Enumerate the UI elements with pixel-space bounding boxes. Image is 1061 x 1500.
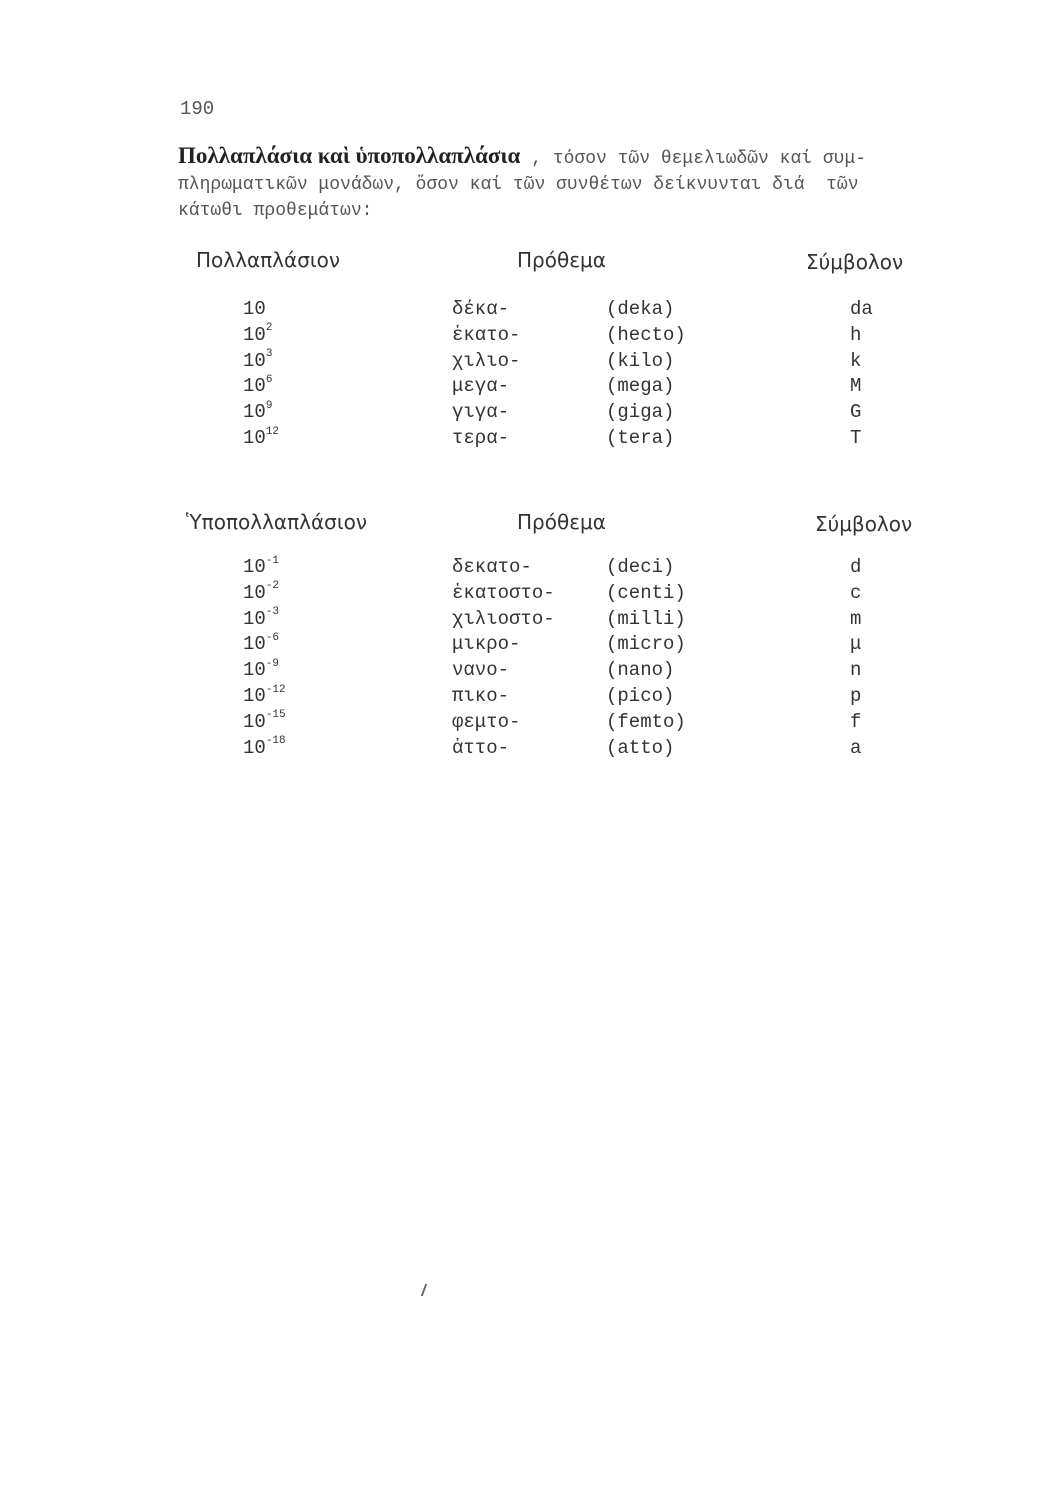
latin-prefix: (femto) bbox=[606, 710, 686, 733]
intro-lead: Πολλαπλάσια καὶ ὑποπολλαπλάσια bbox=[178, 143, 521, 168]
symbol: p bbox=[850, 685, 862, 707]
greek-prefix: πικο- bbox=[452, 685, 510, 707]
power-exponent: -15 bbox=[265, 709, 286, 722]
power-value bbox=[243, 685, 286, 707]
power-value bbox=[243, 608, 279, 630]
power-value bbox=[243, 427, 279, 449]
table-row bbox=[0, 633, 1061, 659]
power-value bbox=[243, 711, 286, 733]
latin-prefix: (centi) bbox=[606, 581, 686, 604]
greek-prefix: ἀττο- bbox=[452, 736, 510, 759]
intro-line2: πληρωματικῶν μονάδων, ὅσον καί τῶν συνθέτων δείκνυνται διά τῶν bbox=[178, 175, 859, 195]
symbol: a bbox=[850, 736, 862, 759]
power-value bbox=[243, 737, 286, 759]
power-value bbox=[243, 324, 272, 346]
page-number: 190 bbox=[180, 98, 215, 120]
symbol: T bbox=[850, 427, 862, 449]
power-base: 10 bbox=[243, 298, 266, 320]
power-base: 10 bbox=[243, 685, 266, 707]
power-base: 10 bbox=[243, 736, 266, 759]
power-exponent: -9 bbox=[265, 657, 280, 670]
power-base: 10 bbox=[243, 581, 266, 604]
power-exponent: -6 bbox=[265, 632, 280, 645]
power-base: 10 bbox=[243, 607, 266, 630]
latin-prefix: (micro) bbox=[606, 633, 686, 656]
table-row bbox=[0, 350, 1061, 376]
symbol: G bbox=[850, 401, 862, 424]
latin-prefix: (kilo) bbox=[606, 349, 675, 372]
symbol: h bbox=[850, 323, 862, 346]
table-row bbox=[0, 711, 1061, 737]
power-exponent: 9 bbox=[265, 399, 273, 412]
power-exponent: -1 bbox=[265, 554, 280, 567]
greek-prefix: ἑκατο- bbox=[452, 323, 521, 346]
latin-prefix: (deka) bbox=[606, 298, 675, 320]
power-exponent: -3 bbox=[265, 606, 280, 619]
multiples-header-symbol: Σύμβολον bbox=[806, 250, 904, 274]
power-base: 10 bbox=[243, 710, 266, 733]
table-row bbox=[0, 737, 1061, 763]
greek-prefix: γιγα- bbox=[452, 401, 510, 424]
latin-prefix: (mega) bbox=[606, 375, 675, 398]
power-base: 10 bbox=[243, 633, 266, 656]
power-base: 10 bbox=[243, 427, 266, 449]
power-value bbox=[243, 582, 279, 604]
greek-prefix: μεγα- bbox=[452, 375, 510, 398]
latin-prefix: (nano) bbox=[606, 659, 675, 682]
symbol: M bbox=[850, 375, 862, 398]
greek-prefix: τερα- bbox=[452, 427, 510, 449]
greek-prefix: ἑκατοστο- bbox=[452, 581, 555, 604]
greek-prefix: χιλιοστο- bbox=[452, 607, 555, 630]
table-row bbox=[0, 556, 1061, 582]
symbol: k bbox=[850, 349, 862, 372]
intro-line1-rest: , τόσον τῶν θεμελιωδῶν καί συμ- bbox=[520, 149, 867, 169]
latin-prefix: (atto) bbox=[606, 736, 675, 759]
table-row bbox=[0, 608, 1061, 634]
latin-prefix: (deci) bbox=[606, 556, 675, 578]
intro-line3: κάτωθι προθεμάτων: bbox=[178, 201, 373, 221]
power-base: 10 bbox=[243, 323, 266, 346]
submultiples-header-power: Ὑποπολλαπλάσιον bbox=[186, 510, 367, 534]
multiples-header-power: Πολλαπλάσιον bbox=[196, 248, 341, 272]
table-row bbox=[0, 582, 1061, 608]
greek-prefix: νανο- bbox=[452, 659, 510, 682]
latin-prefix: (giga) bbox=[606, 401, 675, 424]
greek-prefix: φεμτο- bbox=[452, 710, 521, 733]
symbol: d bbox=[850, 556, 862, 578]
power-exponent: 12 bbox=[265, 425, 280, 438]
table-row bbox=[0, 401, 1061, 427]
power-base: 10 bbox=[243, 401, 266, 424]
latin-prefix: (milli) bbox=[606, 607, 686, 630]
table-row bbox=[0, 659, 1061, 685]
power-value bbox=[243, 556, 279, 578]
submultiples-header-prefix: Πρόθεμα bbox=[517, 510, 606, 534]
power-value bbox=[243, 375, 272, 397]
power-value bbox=[243, 298, 266, 320]
intro-paragraph bbox=[178, 143, 1013, 224]
greek-prefix: δέκα- bbox=[452, 298, 510, 320]
power-exponent: -18 bbox=[265, 735, 286, 748]
power-base: 10 bbox=[243, 659, 266, 682]
power-base: 10 bbox=[243, 349, 266, 372]
table-row bbox=[0, 298, 1061, 324]
latin-prefix: (tera) bbox=[606, 427, 675, 449]
latin-prefix: (pico) bbox=[606, 685, 675, 707]
power-exponent: 3 bbox=[265, 348, 273, 361]
symbol: da bbox=[850, 298, 873, 320]
table-row bbox=[0, 427, 1061, 453]
power-value bbox=[243, 633, 279, 655]
multiples-header-prefix: Πρόθεμα bbox=[517, 248, 606, 272]
greek-prefix: μικρο- bbox=[452, 633, 521, 656]
table-row bbox=[0, 375, 1061, 401]
power-exponent: 6 bbox=[265, 374, 273, 387]
symbol: m bbox=[850, 607, 862, 630]
power-base: 10 bbox=[243, 375, 266, 398]
symbol: c bbox=[850, 581, 862, 604]
symbol: μ bbox=[850, 633, 862, 656]
symbol: f bbox=[850, 710, 862, 733]
power-exponent: 2 bbox=[265, 322, 273, 335]
power-base: 10 bbox=[243, 556, 266, 578]
latin-prefix: (hecto) bbox=[606, 323, 686, 346]
symbol: n bbox=[850, 659, 862, 682]
greek-prefix: χιλιο- bbox=[452, 349, 521, 372]
table-row bbox=[0, 685, 1061, 711]
greek-prefix: δεκατο- bbox=[452, 556, 532, 578]
power-value bbox=[243, 350, 272, 372]
stray-mark bbox=[421, 1284, 427, 1296]
power-exponent: -2 bbox=[265, 580, 280, 593]
submultiples-header-symbol: Σύμβολον bbox=[815, 512, 913, 536]
power-exponent: -12 bbox=[265, 683, 286, 696]
power-value bbox=[243, 401, 272, 423]
power-value bbox=[243, 659, 279, 681]
table-row bbox=[0, 324, 1061, 350]
